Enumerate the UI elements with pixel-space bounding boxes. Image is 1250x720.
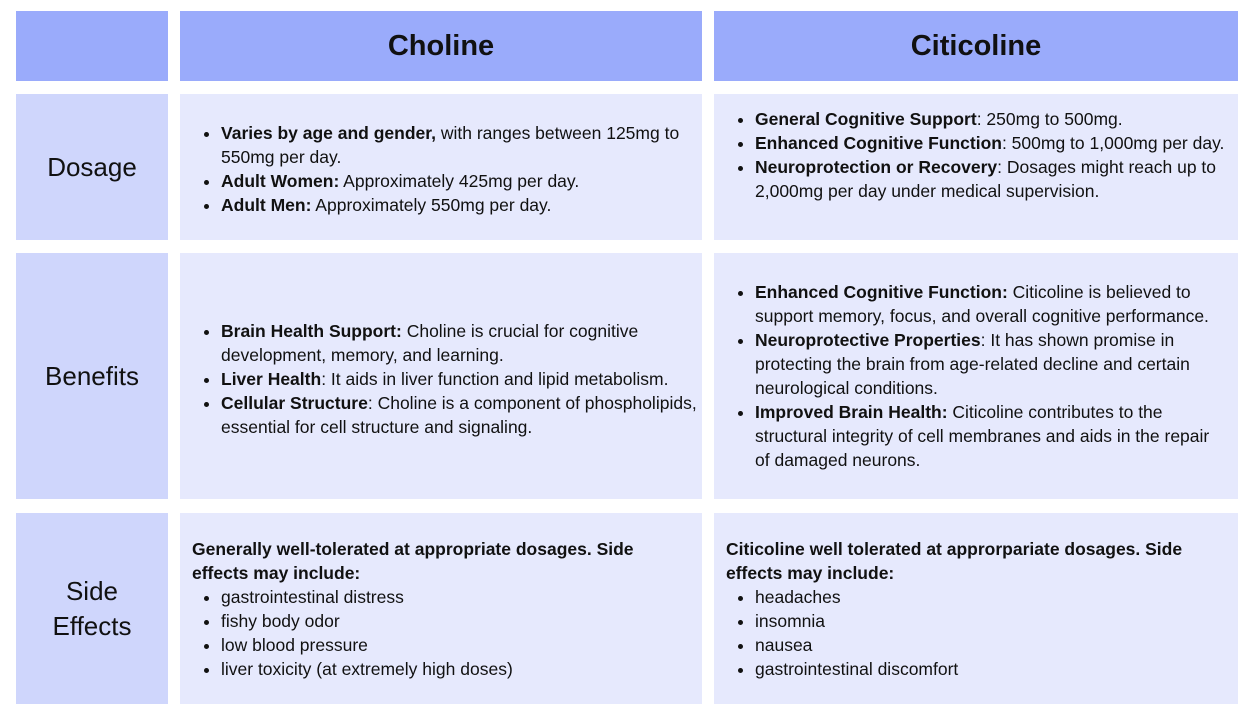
list-item: • insomnia <box>755 609 1218 633</box>
row-label-text: Benefits <box>45 360 139 391</box>
list-item: • Improved Brain Health: Citicoline contributes to the structural integrity of cell membranes and aids in the repair of damaged neurons. <box>755 400 1228 472</box>
row-label-text: Dosage <box>47 151 137 182</box>
header-corner-cell <box>16 11 168 81</box>
side-effects-citicoline-list <box>714 585 1218 681</box>
list-item: • Enhanced Cognitive Function: Citicoline is believed to support memory, focus, and overall cognitive performance. <box>755 280 1228 328</box>
list-item: • Cellular Structure: Choline is a component of phospholipids, essential for cell structure and signaling. <box>221 391 702 439</box>
header-citicoline-cell <box>714 11 1238 81</box>
list-item: • Adult Women: Approximately 425mg per day. <box>221 169 702 193</box>
column-title-citicoline: Citicoline <box>910 29 1042 62</box>
list-item: • Liver Health: It aids in liver function and lipid metabolism. <box>221 367 702 391</box>
side-effects-choline-cell <box>180 513 702 704</box>
benefits-choline-list <box>180 319 702 439</box>
list-item: • Neuroprotective Properties: It has shown promise in protecting the brain from age-related decline and certain neurological conditions. <box>755 328 1228 400</box>
list-item: • Brain Health Support: Choline is crucial for cognitive development, memory, and learning. <box>221 319 702 367</box>
list-item: • gastrointestinal distress <box>221 585 682 609</box>
list-item: • Varies by age and gender, with ranges between 125mg to 550mg per day. <box>221 121 702 169</box>
row-label-dosage <box>16 94 168 240</box>
dosage-citicoline-list <box>714 107 1228 203</box>
row-label-text: Side Effects <box>52 575 132 641</box>
list-item: • Neuroprotection or Recovery: Dosages might reach up to 2,000mg per day under medical supervision. <box>755 155 1228 203</box>
dosage-citicoline-cell <box>714 94 1238 240</box>
list-item: • Enhanced Cognitive Function: 500mg to 1,000mg per day. <box>755 131 1228 155</box>
list-item: • headaches <box>755 585 1218 609</box>
list-item: • liver toxicity (at extremely high doses) <box>221 657 682 681</box>
side-effects-citicoline-cell <box>714 513 1238 704</box>
list-item: • General Cognitive Support: 250mg to 500mg. <box>755 107 1228 131</box>
list-item: • nausea <box>755 633 1218 657</box>
row-label-side-effects <box>16 513 168 704</box>
column-title-choline: Choline <box>387 29 495 62</box>
side-effects-choline-list <box>180 585 682 681</box>
row-label-benefits <box>16 253 168 499</box>
header-choline-cell <box>180 11 702 81</box>
list-item: • low blood pressure <box>221 633 682 657</box>
dosage-choline-list <box>180 121 702 217</box>
dosage-choline-cell <box>180 94 702 240</box>
list-item: • Adult Men: Approximately 550mg per day. <box>221 193 702 217</box>
side-effects-intro: Citicoline well tolerated at approrpariate dosages. Side effects may include: <box>726 538 1183 583</box>
list-item: • fishy body odor <box>221 609 682 633</box>
benefits-citicoline-cell <box>714 253 1238 499</box>
benefits-choline-cell <box>180 253 702 499</box>
benefits-citicoline-list <box>714 280 1228 472</box>
side-effects-intro: Generally well-tolerated at appropriate dosages. Side effects may include: <box>192 538 634 583</box>
list-item: • gastrointestinal discomfort <box>755 657 1218 681</box>
